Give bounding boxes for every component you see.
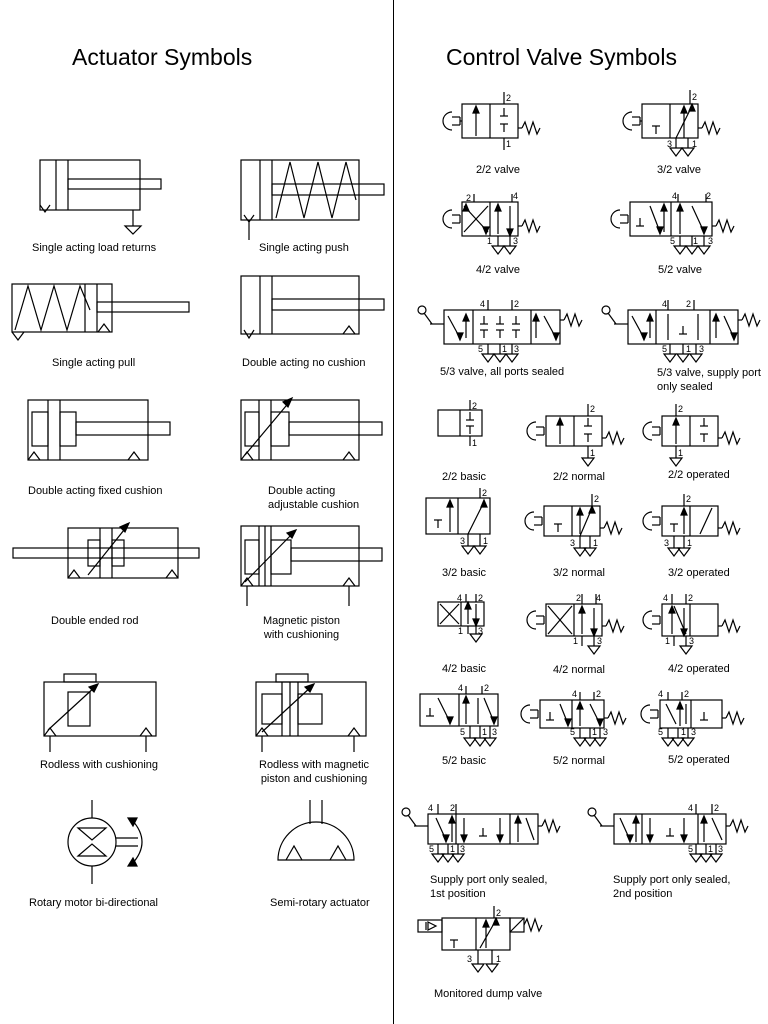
valve-label: 4/2 operated [668, 663, 730, 675]
svg-text:4: 4 [480, 299, 486, 309]
svg-text:3: 3 [699, 344, 705, 354]
valve-label: 2/2 basic [442, 471, 487, 483]
svg-text:2: 2 [684, 689, 690, 699]
svg-text:2: 2 [478, 593, 484, 603]
valve-label: 2/2 normal [553, 471, 605, 483]
svg-text:3: 3 [492, 727, 498, 737]
monitored-dump-valve-symbol [418, 906, 542, 972]
svg-text:5: 5 [570, 727, 576, 737]
valve-label: 5/2 valve [658, 264, 703, 276]
svg-text:5: 5 [670, 236, 676, 246]
valve-4-2-operated-symbol [643, 593, 740, 654]
svg-text:5: 5 [688, 844, 694, 854]
svg-text:1: 1 [472, 438, 478, 448]
svg-text:1: 1 [665, 636, 671, 646]
svg-text:1: 1 [687, 538, 693, 548]
valve-3-2-operated-symbol [643, 494, 740, 556]
valve-label: 5/3 valve, all ports sealed [440, 366, 565, 378]
svg-text:2: 2 [466, 193, 472, 203]
svg-text:3: 3 [708, 236, 714, 246]
svg-text:1: 1 [693, 236, 699, 246]
svg-text:3: 3 [691, 727, 697, 737]
valve-label: 4/2 basic [442, 663, 487, 675]
actuator-label: Rodless with cushioning [40, 759, 159, 771]
svg-text:2: 2 [688, 593, 694, 603]
actuator-label: Double acting fixed cushion [28, 485, 163, 497]
svg-text:4: 4 [662, 299, 668, 309]
svg-text:2: 2 [472, 401, 478, 411]
control-valve-symbols-title: Control Valve Symbols [446, 44, 677, 70]
svg-text:3: 3 [689, 636, 695, 646]
svg-text:2: 2 [706, 191, 712, 201]
svg-text:2: 2 [482, 488, 488, 498]
svg-text:3: 3 [460, 844, 466, 854]
svg-text:1: 1 [573, 636, 579, 646]
svg-text:1: 1 [708, 844, 714, 854]
svg-text:1: 1 [592, 727, 598, 737]
svg-text:2: 2 [590, 404, 596, 414]
svg-text:1: 1 [593, 538, 599, 548]
svg-text:4: 4 [457, 593, 463, 603]
supply-sealed-1st-position-symbol [402, 803, 560, 862]
svg-text:2: 2 [496, 908, 502, 918]
svg-text:5: 5 [662, 344, 668, 354]
svg-text:3: 3 [467, 954, 473, 964]
valve-3-2-basic-symbol [426, 488, 490, 554]
svg-text:3: 3 [460, 536, 466, 546]
valve-label: Supply port only sealed, 1st position [430, 874, 548, 900]
svg-text:1: 1 [681, 727, 687, 737]
svg-text:1: 1 [482, 727, 488, 737]
valve-5-2-symbol [611, 191, 734, 254]
svg-text:1: 1 [458, 626, 464, 636]
svg-text:4: 4 [688, 803, 694, 813]
svg-text:3: 3 [667, 139, 673, 149]
svg-text:2: 2 [514, 299, 520, 309]
valve-4-2-normal-symbol [527, 593, 624, 654]
valve-3-2-normal-symbol [525, 494, 622, 556]
valve-5-3-supply-sealed-symbol [602, 299, 760, 362]
svg-text:3: 3 [513, 236, 519, 246]
valve-2-2-operated-symbol [643, 404, 740, 466]
svg-text:2: 2 [506, 93, 512, 103]
svg-text:2: 2 [686, 299, 692, 309]
svg-text:2: 2 [686, 494, 692, 504]
valve-label: Supply port only sealed, 2nd position [613, 874, 731, 900]
valve-label: 5/3 valve, supply port only sealed [657, 367, 761, 393]
valve-label: 2/2 operated [668, 469, 730, 481]
valve-2-2-basic-symbol [438, 400, 482, 448]
valve-2-2-normal-symbol [527, 404, 624, 466]
actuator-label: Double ended rod [51, 615, 139, 627]
valve-label: 3/2 normal [553, 567, 605, 579]
valve-5-2-operated-symbol [641, 689, 744, 746]
svg-text:2: 2 [596, 689, 602, 699]
supply-sealed-2nd-position-symbol [588, 803, 748, 862]
actuator-label: Single acting pull [52, 357, 136, 369]
valve-label: 5/2 normal [553, 755, 605, 767]
valve-label: 4/2 normal [553, 664, 605, 676]
valve-5-3-all-sealed-symbol [418, 299, 582, 362]
valve-label: 3/2 valve [657, 164, 702, 176]
svg-text:3: 3 [514, 344, 520, 354]
valve-4-2-basic-symbol [438, 593, 484, 642]
svg-text:5: 5 [429, 844, 435, 854]
actuator-symbols-title: Actuator Symbols [72, 44, 253, 70]
svg-text:4: 4 [513, 191, 519, 201]
svg-text:1: 1 [692, 139, 698, 149]
svg-text:2: 2 [678, 404, 684, 414]
svg-text:1: 1 [450, 844, 456, 854]
svg-text:4: 4 [428, 803, 434, 813]
svg-text:3: 3 [718, 844, 724, 854]
svg-text:2: 2 [484, 683, 490, 693]
svg-text:3: 3 [570, 538, 576, 548]
actuator-label: Rodless with magnetic piston and cushioning [259, 759, 370, 785]
svg-text:2: 2 [450, 803, 456, 813]
svg-text:5: 5 [658, 727, 664, 737]
valve-label: 5/2 basic [442, 755, 487, 767]
svg-text:3: 3 [664, 538, 670, 548]
svg-text:5: 5 [478, 344, 484, 354]
svg-text:2: 2 [714, 803, 720, 813]
svg-text:1: 1 [506, 139, 512, 149]
valve-label: 2/2 valve [476, 164, 521, 176]
valve-label: 3/2 basic [442, 567, 487, 579]
svg-text:1: 1 [496, 954, 502, 964]
actuator-label: Magnetic piston with cushioning [263, 615, 341, 641]
valve-label: 3/2 operated [668, 567, 730, 579]
actuator-label: Semi-rotary actuator [270, 897, 370, 909]
svg-text:1: 1 [502, 344, 508, 354]
svg-text:2: 2 [594, 494, 600, 504]
svg-text:4: 4 [596, 593, 602, 603]
svg-text:2: 2 [576, 593, 582, 603]
valve-5-2-basic-symbol [420, 683, 498, 746]
svg-text:4: 4 [663, 593, 669, 603]
actuator-label: Rotary motor bi-directional [29, 897, 158, 909]
valve-label: Monitored dump valve [434, 988, 543, 1000]
actuator-label: Single acting load returns [32, 242, 157, 254]
valve-3-2-symbol [623, 90, 720, 156]
svg-text:3: 3 [597, 636, 603, 646]
svg-text:1: 1 [483, 536, 489, 546]
svg-text:4: 4 [658, 689, 664, 699]
svg-text:3: 3 [478, 626, 484, 636]
actuator-label: Double acting adjustable cushion [268, 485, 360, 511]
valve-4-2-symbol [443, 191, 540, 254]
actuator-label: Single acting push [259, 242, 349, 254]
svg-text:4: 4 [458, 683, 464, 693]
svg-text:3: 3 [603, 727, 609, 737]
svg-text:4: 4 [672, 191, 678, 201]
valve-2-2-symbol [443, 92, 540, 150]
svg-text:1: 1 [678, 448, 684, 458]
svg-text:4: 4 [572, 689, 578, 699]
valve-label: 5/2 operated [668, 754, 730, 766]
svg-text:5: 5 [460, 727, 466, 737]
svg-text:1: 1 [686, 344, 692, 354]
valve-5-2-normal-symbol [521, 689, 626, 746]
valve-label: 4/2 valve [476, 264, 521, 276]
actuator-label: Double acting no cushion [242, 357, 366, 369]
svg-text:2: 2 [692, 92, 698, 102]
svg-text:1: 1 [590, 448, 596, 458]
svg-text:1: 1 [487, 236, 493, 246]
